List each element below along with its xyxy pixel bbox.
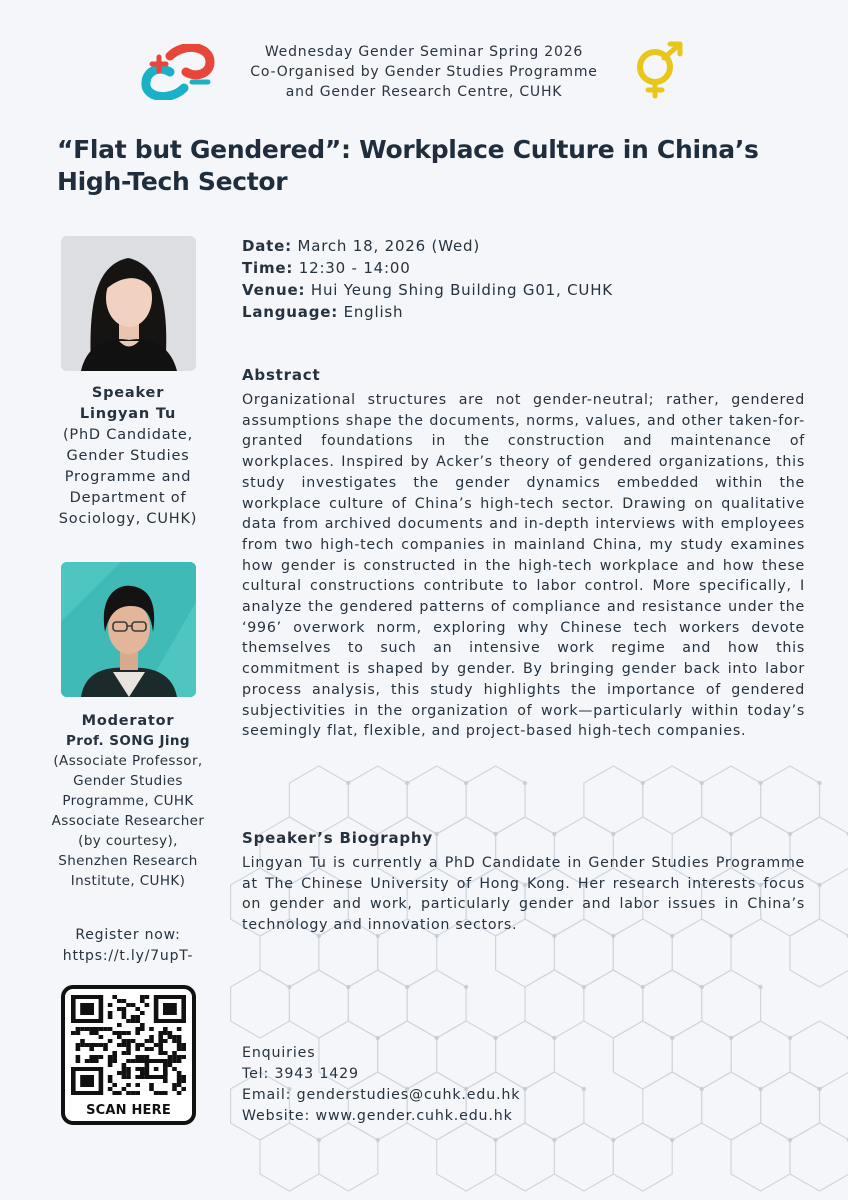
- venue-row: [242, 279, 812, 301]
- seminar-title: “Flat but Gendered”: Workplace Culture in China’s High-Tech Sector: [57, 135, 759, 196]
- speaker-info: [38, 383, 218, 530]
- speaker-affiliation-5: Sociology, CUHK): [58, 511, 198, 527]
- speaker-affiliation-2: Gender Studies: [66, 448, 190, 464]
- language-row: [242, 301, 812, 323]
- gender-research-centre-logo: [630, 40, 686, 100]
- moderator-affiliation-2: Gender Studies: [73, 773, 183, 789]
- enquiries-tel[interactable]: Tel: 3943 1429: [242, 1066, 359, 1082]
- moderator-affiliation-6: Shenzhen Research: [58, 853, 198, 869]
- moderator-affiliation-3: Programme, CUHK: [62, 793, 194, 809]
- date-label: Date:: [242, 237, 292, 255]
- language-label: Language:: [242, 303, 339, 321]
- event-details: [242, 235, 812, 323]
- speaker-role: Speaker: [91, 385, 165, 401]
- abstract-text: Organizational structures are not gender-neutral; rather, gendered assumptions shape the documents, norms, values, and other taken-for-granted foundations in the construction and maintenance of workplaces. Inspired by Acker’s theory of gendered organizations, this study investigates the gender dynamics embedded within the workplace culture of China’s high-tech sector. Drawing on qualitative data from archived documents and in-depth interviews with employees from two high-tech companies in mainland China, my study examines how gender is constructed in the high-tech workplace and how these cultural constructions contribute to labor control. More specifically, I analyze the gendered patterns of compliance and resistance under the ‘996’ overwork norm, exploring why Chinese tech workers devote themselves to such an intensive work regime and how this commitment is shaped by gender. By bringing gender back into labor process analysis, this study highlights the importance of gendered subjectivities in the organization of work—particularly within today’s seemingly flat, flexible, and project-based high-tech companies.: [242, 392, 805, 740]
- moderator-photo: [61, 562, 196, 697]
- moderator-affiliation-5: (by courtesy),: [78, 833, 178, 849]
- speaker-name: Lingyan Tu: [79, 406, 177, 422]
- time-label: Time:: [242, 259, 294, 277]
- moderator-role: Moderator: [81, 713, 175, 729]
- enquiries-email[interactable]: Email: genderstudies@cuhk.edu.hk: [242, 1087, 521, 1103]
- biography-text: Lingyan Tu is currently a PhD Candidate in Gender Studies Programme at The Chinese University of Hong Kong. Her research interests focus on gender and work, particularly gender and labor issues in China’s technology and innovation sectors.: [242, 855, 805, 934]
- speaker-photo: [61, 236, 196, 371]
- register-link[interactable]: https://t.ly/7upT-: [62, 948, 194, 964]
- registration-qr-code[interactable]: [61, 985, 196, 1125]
- abstract-heading: Abstract: [242, 366, 321, 384]
- time-row: [242, 257, 812, 279]
- moderator-affiliation-7: Institute, CUHK): [70, 873, 186, 889]
- moderator-name: Prof. SONG Jing: [66, 733, 190, 749]
- gender-studies-programme-logo: [140, 44, 216, 100]
- enquiries-website[interactable]: Website: www.gender.cuhk.edu.hk: [242, 1108, 513, 1124]
- speaker-affiliation-1: (PhD Candidate,: [62, 427, 194, 443]
- register-label: Register now:: [75, 927, 181, 943]
- language-value: English: [343, 303, 404, 321]
- qr-scan-label: SCAN HERE: [86, 1103, 171, 1118]
- header-line-1: Wednesday Gender Seminar Spring 2026: [264, 44, 584, 60]
- speaker-affiliation-4: Department of: [69, 490, 187, 506]
- moderator-affiliation-4: Associate Researcher: [51, 813, 205, 829]
- enquiries-heading: Enquiries: [242, 1045, 316, 1061]
- time-value: 12:30 - 14:00: [298, 259, 411, 277]
- register-block: [40, 925, 216, 967]
- moderator-affiliation-1: (Associate Professor,: [53, 753, 203, 769]
- enquiries-block: [242, 1043, 742, 1127]
- venue-value: Hui Yeung Shing Building G01, CUHK: [310, 281, 613, 299]
- date-value: March 18, 2026 (Wed): [297, 237, 480, 255]
- venue-label: Venue:: [242, 281, 306, 299]
- seminar-header: [230, 42, 618, 102]
- header-line-2: Co-Organised by Gender Studies Programme: [250, 64, 598, 80]
- moderator-info: [38, 711, 218, 891]
- header-line-3: and Gender Research Centre, CUHK: [285, 84, 563, 100]
- speaker-affiliation-3: Programme and: [64, 469, 192, 485]
- date-row: [242, 235, 812, 257]
- biography-heading: Speaker’s Biography: [242, 829, 433, 847]
